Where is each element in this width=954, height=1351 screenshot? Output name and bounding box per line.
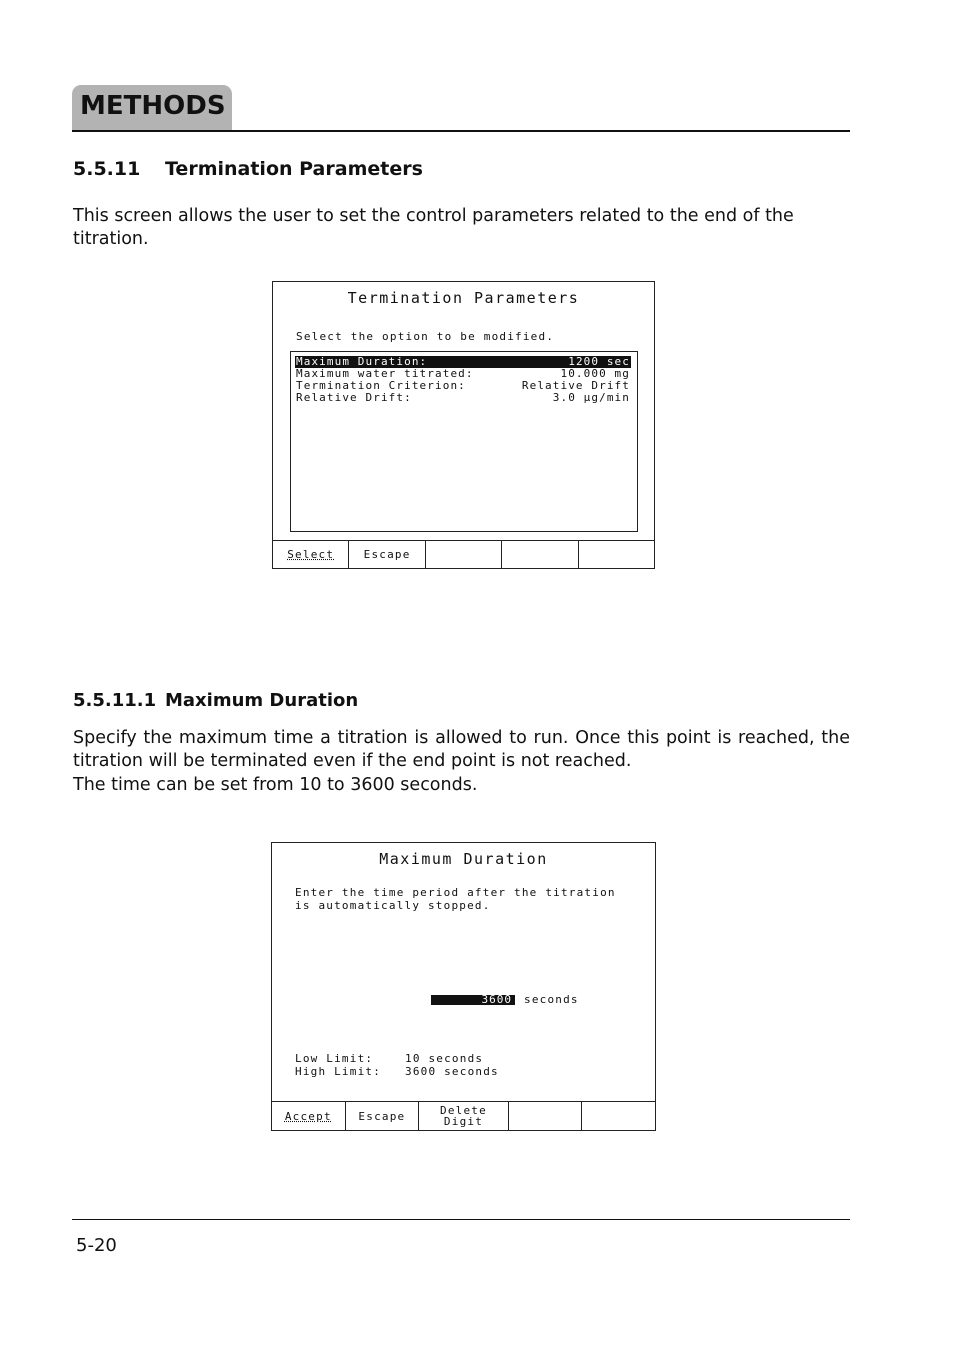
- intro-paragraph: This screen allows the user to set the control parameters related to the end of the titration.: [73, 206, 794, 249]
- chapter-title: METHODS: [80, 91, 226, 121]
- list-item-label: Relative Drift:: [296, 391, 412, 404]
- list-item-value: 1200 sec: [568, 355, 630, 368]
- header-rule: [72, 130, 850, 132]
- footer-rule: [72, 1219, 850, 1220]
- range-paragraph: The time can be set from 10 to 3600 seconds.: [73, 775, 478, 795]
- screen-prompt-line2: is automatically stopped.: [295, 899, 491, 912]
- subsection-title: Maximum Duration: [165, 690, 359, 711]
- chapter-header-tab: [72, 85, 232, 131]
- accept-softkey[interactable]: Accept: [272, 1102, 346, 1130]
- select-softkey[interactable]: Select: [273, 541, 349, 568]
- list-item-label: Maximum water titrated:: [296, 367, 474, 380]
- escape-softkey[interactable]: Escape: [349, 541, 425, 568]
- softkey-3[interactable]: [426, 541, 502, 568]
- high-limit-value: 3600 seconds: [405, 1065, 499, 1078]
- softkey-bar: [272, 1101, 655, 1130]
- softkey-4[interactable]: [509, 1102, 583, 1130]
- unit-label: seconds: [524, 993, 579, 1006]
- list-item-relative-drift[interactable]: [295, 392, 631, 404]
- screen-prompt: Select the option to be modified.: [296, 330, 555, 343]
- softkey-4[interactable]: [502, 541, 578, 568]
- description-paragraph: Specify the maximum time a titration is allowed to run. Once this point is reached, the titration will be terminated even if the end point is not reached.: [73, 728, 850, 771]
- section-title: Termination Parameters: [165, 158, 423, 180]
- list-item-value: 3.0 µg/min: [552, 391, 630, 404]
- list-item-value: 10.000 mg: [560, 367, 630, 380]
- termination-parameters-screen: [272, 281, 655, 569]
- screen-title: Maximum Duration: [379, 850, 548, 868]
- softkey-5[interactable]: [579, 541, 654, 568]
- softkey-5[interactable]: [582, 1102, 655, 1130]
- parameter-list: [290, 351, 638, 532]
- screen-title: Termination Parameters: [347, 289, 580, 307]
- maximum-duration-screen: [271, 842, 656, 1131]
- page-number: 5-20: [76, 1235, 117, 1256]
- subsection-heading: [73, 690, 358, 711]
- subsection-number: 5.5.11.1: [73, 690, 157, 711]
- escape-softkey[interactable]: Escape: [346, 1102, 420, 1130]
- list-item-label: Termination Criterion:: [296, 379, 466, 392]
- delete-digit-softkey[interactable]: Delete Digit: [419, 1102, 509, 1130]
- high-limit-label: High Limit:: [295, 1065, 382, 1078]
- list-item-label: Maximum Duration:: [296, 355, 428, 368]
- low-limit-label: Low Limit:: [295, 1052, 374, 1065]
- screen-prompt-line1: Enter the time period after the titration: [295, 886, 616, 899]
- low-limit-value: 10 seconds: [405, 1052, 484, 1065]
- duration-input[interactable]: 3600: [431, 995, 515, 1005]
- softkey-bar: [273, 540, 654, 568]
- list-item-value: Relative Drift: [521, 379, 630, 392]
- section-number: 5.5.11: [73, 158, 141, 180]
- section-heading: [73, 158, 423, 180]
